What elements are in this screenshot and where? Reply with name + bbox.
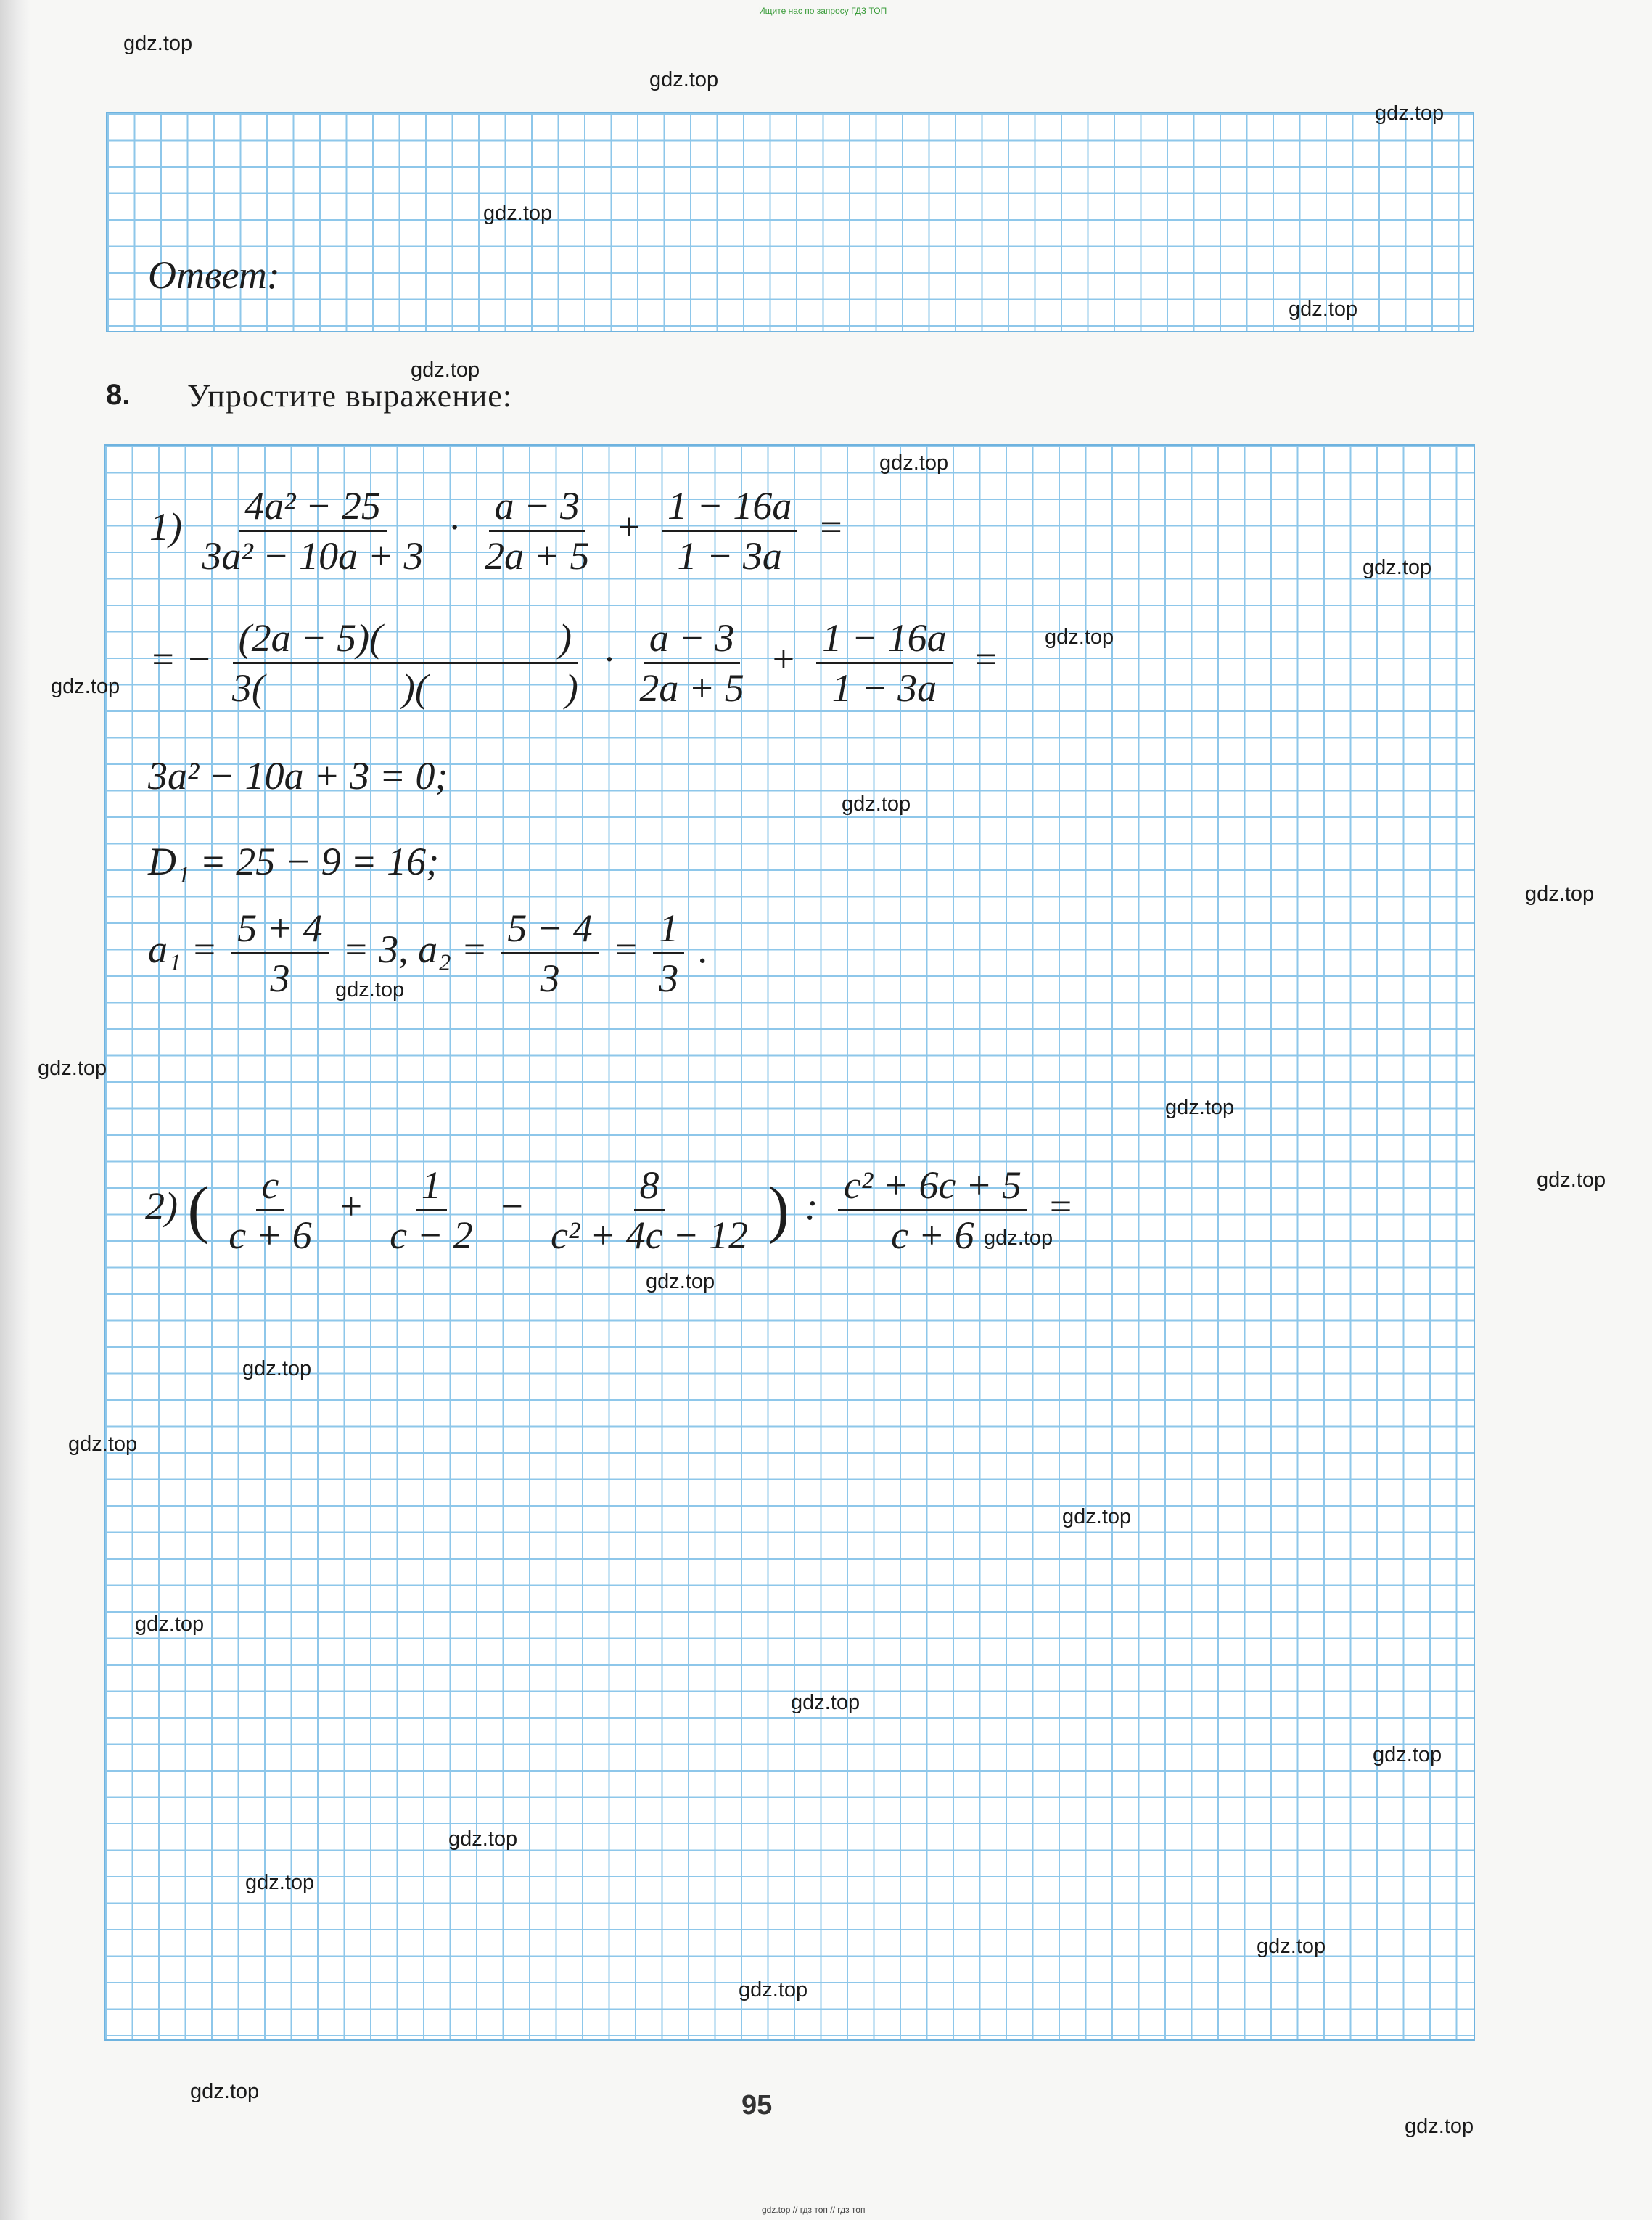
watermark: gdz.top — [1165, 1096, 1235, 1119]
watermark: gdz.top — [1045, 626, 1114, 649]
watermark: gdz.top — [1257, 1935, 1326, 1958]
watermark: gdz.top — [483, 202, 553, 225]
fraction-one: $\frac{1}{c - 2}$ — [390, 1163, 473, 1257]
page-edge-shadow — [0, 0, 30, 2220]
watermark: gdz.top — [448, 1827, 518, 1851]
fraction-2-repeat: $\frac{a - 3}{2a + 5}$ — [639, 616, 744, 710]
grid-answer-area — [106, 112, 1474, 332]
fraction-divisor: $\frac{\text{c² + 6c + 5}}{c + 6}$ — [838, 1166, 1027, 1255]
watermark: gdz.top — [123, 32, 193, 55]
footer-banner: gdz.top // гдз топ // гдз топ — [762, 2205, 866, 2215]
watermark: gdz.top — [135, 1613, 205, 1636]
watermark: gdz.top — [38, 1057, 107, 1080]
watermark: gdz.top — [1537, 1168, 1606, 1192]
root2-fraction: $\frac{5 - 4}{3}$ — [501, 909, 598, 998]
watermark: gdz.top — [879, 451, 949, 475]
header-banner: Ищите нас по запросу ГДЗ ТОП — [759, 6, 887, 16]
root2-value-fraction: $\frac{1}{3}$ — [653, 909, 684, 998]
fraction-blank: $\frac{(2a - 5)( )}{3( )( )}$ — [231, 616, 578, 710]
watermark: gdz.top — [739, 1978, 808, 2002]
answer-label: Ответ: — [148, 253, 280, 297]
watermark: gdz.top — [411, 359, 480, 382]
page-number: 95 — [741, 2090, 773, 2121]
watermark: gdz.top — [649, 68, 719, 91]
fraction-eight: $\frac{8}{\text{c² + 4c − 12}}$ — [551, 1163, 749, 1257]
fraction-2: $\frac{a - 3}{2a + 5}$ — [485, 484, 590, 578]
fraction-3: $\frac{1 - 16a}{1 - 3a}$ — [662, 486, 797, 576]
watermark: gdz.top — [242, 1357, 312, 1380]
watermark: gdz.top — [1363, 556, 1432, 579]
part1-line1: 1) $\frac{\text{4a² − 25}}{\text{3a² − 10a + 3}}$ · $\frac{a - 3}{2a + 5}$ + $\frac{1 - 16a}{1 - 3a}$ = — [149, 484, 845, 578]
task-number: 8. — [106, 379, 131, 411]
fraction-1: $\frac{\text{4a² − 25}}{\text{3a² − 10a + 3}}$ — [202, 484, 424, 578]
watermark: gdz.top — [335, 978, 405, 1002]
discriminant-line: D₁ = 25 − 9 = 16; — [148, 840, 440, 883]
watermark: gdz.top — [842, 792, 911, 816]
watermark: gdz.top — [1373, 1743, 1442, 1766]
watermark: gdz.top — [1062, 1505, 1132, 1528]
part2-label: 2) — [145, 1184, 178, 1228]
watermark: gdz.top — [1405, 2115, 1474, 2138]
fraction-c: $\frac{c}{c + 6}$ — [229, 1163, 312, 1257]
watermark: gdz.top — [791, 1691, 860, 1714]
watermark: gdz.top — [984, 1226, 1053, 1250]
part1-label: 1) — [149, 504, 182, 549]
watermark: gdz.top — [190, 2080, 260, 2103]
task-text: Упростите выражение: — [187, 378, 513, 414]
quadratic-equation: 3a² − 10a + 3 = 0; — [148, 754, 448, 798]
watermark: gdz.top — [1525, 882, 1595, 906]
part2-expression: 2) ( $\frac{c}{c + 6}$ + $\frac{1}{c - 2}$ − $\frac{8}{\text{c² + 4c − 12}}$ ) : $\frac{\text{c² + 6c + 5}}{c + 6}$ = — [145, 1163, 1074, 1257]
root1-fraction: $\frac{5 + 4}{3}$ — [231, 909, 328, 998]
watermark: gdz.top — [245, 1871, 315, 1894]
fraction-3-repeat: $\frac{1 - 16a}{1 - 3a}$ — [816, 618, 952, 708]
roots-line: a₁ = $\frac{5 + 4}{3}$ = 3, a₂ = $\frac{5 - 4}{3}$ = $\frac{1}{3}$ . — [148, 906, 709, 1000]
watermark: gdz.top — [68, 1433, 138, 1456]
part1-line2: = − $\frac{(2a - 5)( )}{3( )( )}$ · $\frac{a - 3}{2a + 5}$ + $\frac{1 - 16a}{1 - 3a}$ = — [149, 616, 999, 710]
watermark: gdz.top — [646, 1270, 715, 1293]
watermark: gdz.top — [1289, 298, 1358, 321]
watermark: gdz.top — [1375, 102, 1445, 125]
watermark: gdz.top — [51, 675, 120, 698]
